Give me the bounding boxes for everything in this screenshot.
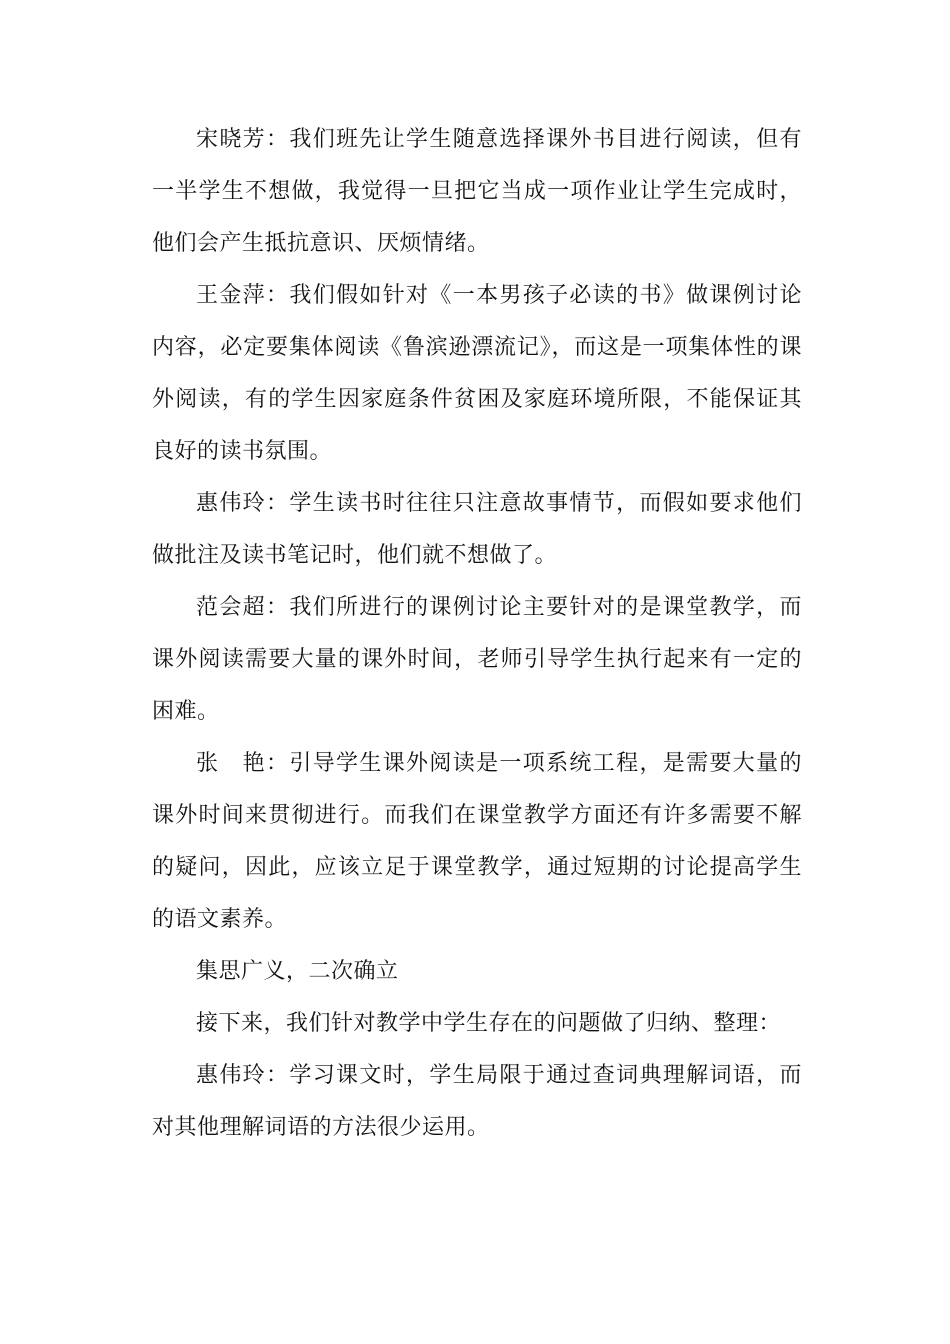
paragraph-hui-weiling-2: 惠伟玲：学习课文时，学生局限于通过查词典理解词语，而对其他理解词语的方法很少运用。 (152, 1063, 802, 1140)
section-heading: 集思广义，二次确立 (196, 959, 399, 984)
paragraph-song-xiaofang: 宋晓芳：我们班先让学生随意选择课外书目进行阅读，但有一半学生不想做，我觉得一旦把它当成一项作业让学生完成时，他们会产生抵抗意识、厌烦情绪。 (152, 127, 802, 256)
paragraph-fan-huichao: 范会超：我们所进行的课例讨论主要针对的是课堂教学，而课外阅读需要大量的课外时间，老师引导学生执行起来有一定的困难。 (152, 595, 802, 724)
paragraph-wang-jinping: 王金萍：我们假如针对《一本男孩子必读的书》做课例讨论内容，必定要集体阅读《鲁滨逊漂流记》，而这是一项集体性的课外阅读，有的学生因家庭条件贫困及家庭环境所限，不能保证其良好的读书氛围。 (152, 283, 802, 464)
paragraph-summary-intro: 接下来，我们针对教学中学生存在的问题做了归纳、整理： (196, 1011, 782, 1036)
paragraph-hui-weiling-1: 惠伟玲：学生读书时往往只注意故事情节，而假如要求他们做批注及读书笔记时，他们就不想做了。 (152, 491, 802, 568)
paragraph-zhang-yan: 张 艳：引导学生课外阅读是一项系统工程，是需要大量的课外时间来贯彻进行。而我们在课堂教学方面还有许多需要不解的疑问，因此，应该立足于课堂教学，通过短期的讨论提高学生的语文素养。 (152, 751, 802, 932)
document-body (152, 114, 802, 1154)
